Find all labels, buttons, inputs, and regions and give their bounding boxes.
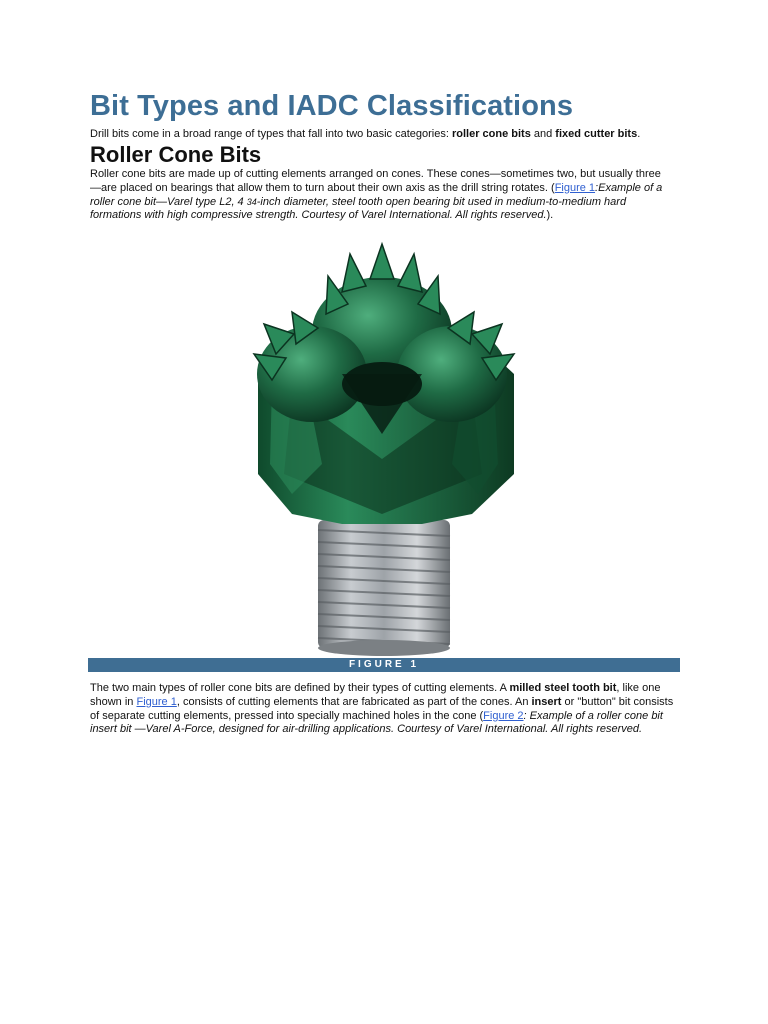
caption-part: -inch diameter, steel tooth open bearing bit used in medium-to-medium hard formations with high compressive strength. Courtesy of Varel International. All rights reserved.: [90, 195, 627, 222]
caption-fraction: 34: [246, 196, 257, 207]
paragraph-text: or "button" bit consists of separate cutting elements, pressed into specially machined holes in the cone (: [90, 695, 674, 722]
figure-1-link[interactable]: Figure 1: [136, 695, 177, 708]
paragraph-text: ).: [546, 209, 554, 222]
paragraph-text: , like one shown in: [90, 682, 661, 708]
threaded-pin: [318, 520, 450, 656]
roller-cone-paragraph: [90, 168, 670, 223]
term-insert: insert: [531, 695, 562, 708]
roller-cone-bit-illustration: [232, 224, 534, 658]
caption-part: :Example of a roller cone bit—Varel type L2, 4: [90, 181, 663, 208]
figure-2-link[interactable]: Figure 2: [483, 709, 524, 722]
figure-2-caption: : Example of a roller cone bit insert bit —Varel A-Force, designed for air-drilling applications. Courtesy of Varel International. All rights reserved.: [90, 709, 663, 736]
paragraph-text: Roller cone bits are made up of cutting elements arranged on cones. These cones—sometimes two, but usually three—are placed on bearings that allow them to turn about their own axis as the drill string rotates. (: [90, 168, 661, 194]
figure-1-image: [232, 224, 534, 658]
paragraph-text: The two main types of roller cone bits are defined by their types of cutting elements. A: [90, 682, 510, 694]
intro-text: Drill bits come in a broad range of types that fall into two basic categories:: [90, 128, 452, 140]
cutting-elements-paragraph: [90, 682, 682, 737]
intro-paragraph: [90, 127, 710, 141]
intro-text: and: [530, 128, 556, 140]
term-fixed-cutter-bits: fixed cutter bits: [555, 128, 638, 140]
term-milled-steel-tooth-bit: milled steel tooth bit: [509, 682, 617, 694]
term-roller-cone-bits: roller cone bits: [451, 128, 531, 140]
section-heading: Roller Cone Bits: [90, 142, 262, 167]
cones-and-teeth: [254, 244, 514, 434]
intro-text: .: [637, 128, 641, 140]
paragraph-text: , consists of cutting elements that are fabricated as part of the cones. An: [176, 695, 532, 708]
figure-1-link[interactable]: Figure 1: [554, 181, 596, 194]
figure-label-bar: FIGURE 1: [88, 658, 680, 672]
page-title: Bit Types and IADC Classifications: [90, 90, 574, 122]
